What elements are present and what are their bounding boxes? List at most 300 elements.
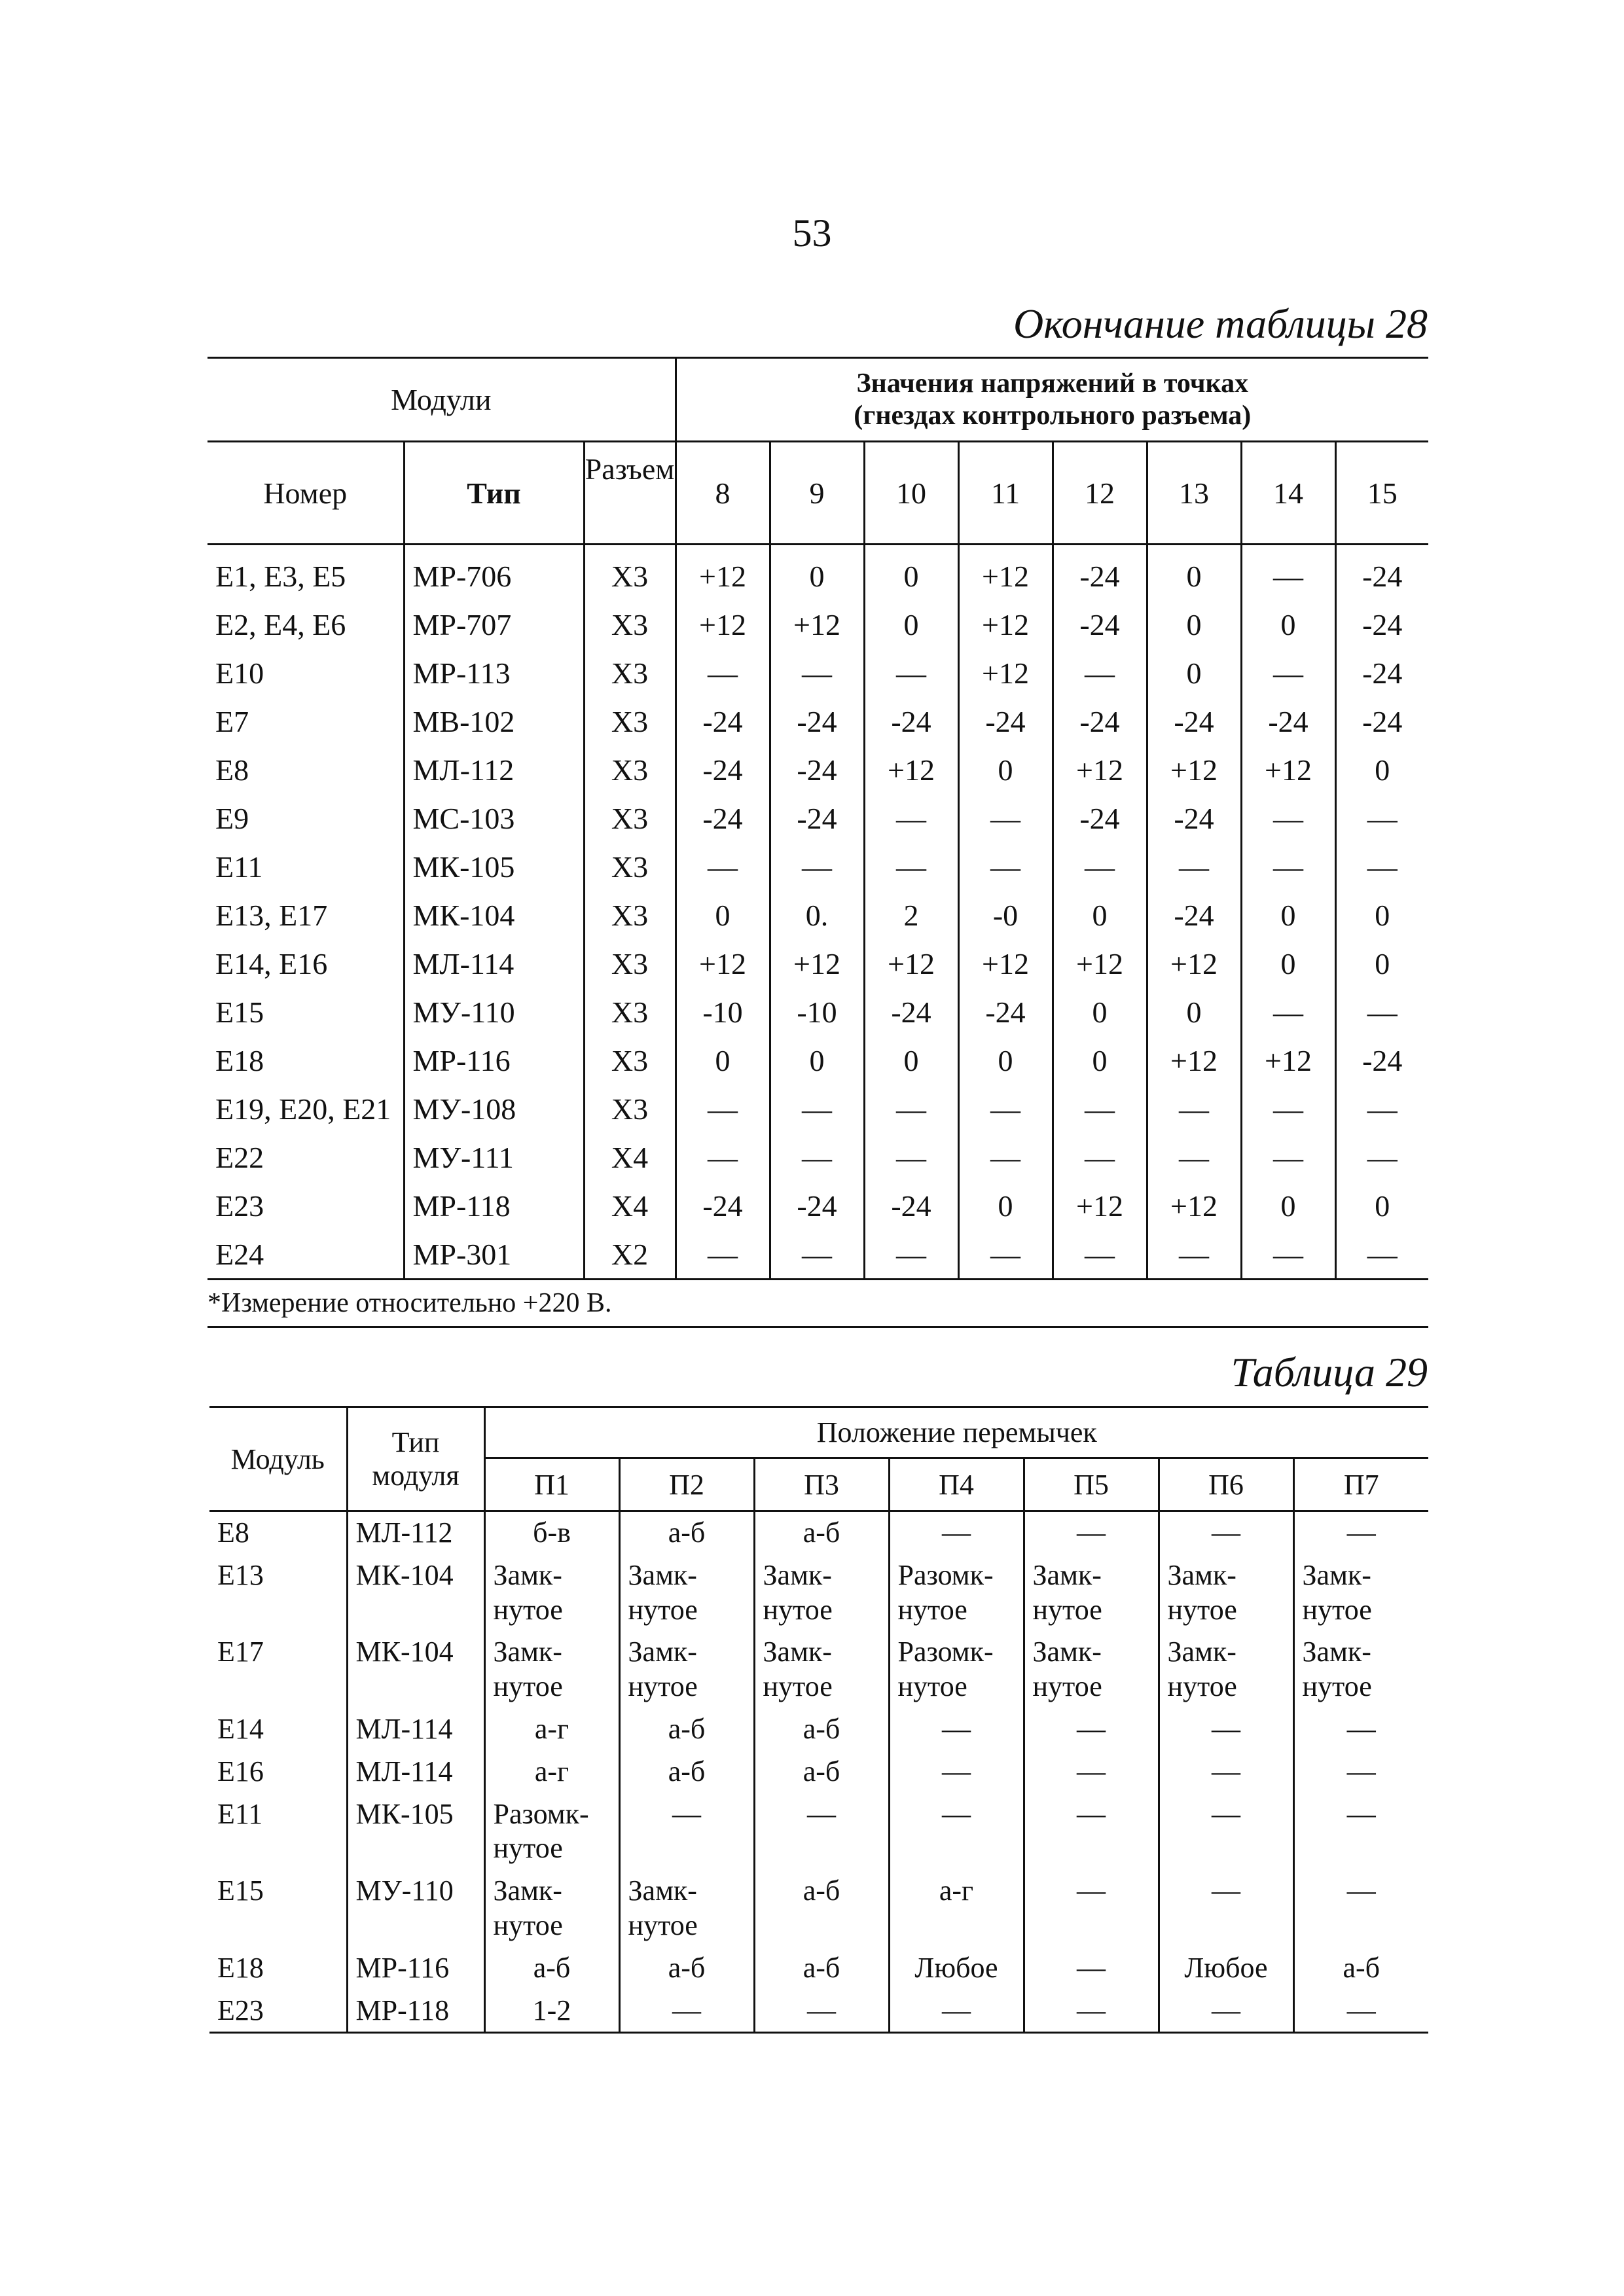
- jumper-position-header: П7: [1293, 1458, 1428, 1511]
- voltage-value: —: [1053, 1085, 1147, 1133]
- jumper-value: Замк-нутое: [1302, 1636, 1372, 1703]
- jumper-value: а-г: [889, 1870, 1024, 1947]
- voltage-value: +12: [1053, 939, 1147, 988]
- voltage-value: +12: [676, 600, 770, 649]
- table29-row: [209, 1708, 1428, 1751]
- connector: X3: [584, 939, 676, 988]
- voltage-value: -24: [958, 988, 1053, 1036]
- voltage-value: —: [1367, 850, 1398, 884]
- voltage-value: —: [1053, 649, 1147, 697]
- voltage-value: +12: [864, 939, 958, 988]
- module-number: E19, E20, E21: [208, 1085, 404, 1133]
- jumper-value: —: [1024, 1870, 1159, 1947]
- jumper-value: —: [1346, 1712, 1376, 1745]
- jumper-value: Замк-нутое: [754, 1554, 889, 1632]
- voltage-value: —: [864, 794, 958, 842]
- jumper-value: —: [619, 1990, 754, 2033]
- jumper-position-header: П1: [484, 1458, 619, 1511]
- module-type: МВ-102: [412, 704, 515, 738]
- jumper-value: а-б: [754, 1751, 889, 1793]
- jumper-value: Разомк-нутое: [484, 1793, 619, 1871]
- module-type: МУ-108: [412, 1092, 516, 1126]
- voltage-value: 2: [864, 891, 958, 939]
- voltage-value: —: [958, 794, 1053, 842]
- jumper-value: —: [1024, 1990, 1159, 2033]
- jumper-value: Разомк-нутое: [889, 1631, 1024, 1708]
- jumper-position-header: П3: [754, 1458, 889, 1511]
- table29-row: [209, 1947, 1428, 1990]
- voltage-value: —: [676, 649, 770, 697]
- voltage-value: +12: [958, 545, 1053, 601]
- jumper-value: —: [1346, 1874, 1376, 1907]
- point-header: 11: [958, 442, 1053, 545]
- voltage-value: -24: [1053, 697, 1147, 745]
- jumper-value: а-б: [484, 1947, 619, 1990]
- voltage-value: -24: [1362, 656, 1403, 690]
- jumper-value: Замк-нутое: [1024, 1631, 1159, 1708]
- module-type: МС-103: [412, 801, 515, 835]
- module-number: E13, E17: [208, 891, 404, 939]
- jumper-value: а-б: [619, 1947, 754, 1990]
- voltage-value: -24: [676, 794, 770, 842]
- jumper-value: —: [1024, 1751, 1159, 1793]
- module-header: Модуль: [209, 1407, 347, 1511]
- module-number: E17: [209, 1631, 347, 1708]
- table28-row: [208, 545, 1428, 601]
- jumper-value: —: [1346, 1516, 1376, 1549]
- table28-row: [208, 842, 1428, 891]
- voltage-value: -24: [676, 745, 770, 794]
- voltage-value: -24: [770, 697, 864, 745]
- voltage-value: —: [1053, 842, 1147, 891]
- module-type: МР-116: [347, 1947, 484, 1990]
- jumper-value: —: [889, 1990, 1024, 2033]
- table28-row: [208, 1085, 1428, 1133]
- jumper-value: 1-2: [484, 1990, 619, 2033]
- voltage-value: —: [1241, 1230, 1335, 1280]
- point-header: 12: [1053, 442, 1147, 545]
- voltage-value: +12: [1147, 1036, 1241, 1085]
- connector: X3: [584, 1085, 676, 1133]
- jumper-value: Замк-нутое: [619, 1631, 754, 1708]
- jumper-value: —: [1159, 1793, 1293, 1871]
- module-type: МК-104: [412, 898, 515, 932]
- voltage-value: —: [770, 649, 864, 697]
- voltage-value: —: [676, 1230, 770, 1280]
- voltage-value: —: [1053, 1230, 1147, 1280]
- jumper-value: а-б: [619, 1751, 754, 1793]
- voltage-value: 0: [1147, 988, 1241, 1036]
- voltage-value: -24: [864, 697, 958, 745]
- voltage-value: -24: [1362, 1043, 1403, 1077]
- table29-row: [209, 1554, 1428, 1632]
- voltage-value: -24: [1147, 891, 1241, 939]
- voltage-value: 0: [676, 1036, 770, 1085]
- table28-caption: Окончание таблицы 28: [1013, 300, 1428, 347]
- voltage-value: —: [770, 1085, 864, 1133]
- voltage-value: 0: [676, 891, 770, 939]
- module-number: E11: [208, 842, 404, 891]
- voltage-value: 0: [1375, 946, 1390, 980]
- jumper-value: —: [889, 1708, 1024, 1751]
- voltage-value: —: [1367, 1237, 1398, 1271]
- voltage-value: 0: [1241, 891, 1335, 939]
- jumper-value: —: [1159, 1511, 1293, 1554]
- voltage-value: —: [864, 649, 958, 697]
- voltage-value: 0: [1241, 600, 1335, 649]
- jumper-value: —: [1159, 1990, 1293, 2033]
- voltage-value: -24: [1053, 545, 1147, 601]
- voltage-value: -24: [958, 697, 1053, 745]
- voltage-value: —: [958, 842, 1053, 891]
- voltage-value: —: [958, 1230, 1053, 1280]
- voltage-value: -24: [770, 1181, 864, 1230]
- jumper-value: а-б: [619, 1511, 754, 1554]
- connector: X3: [584, 842, 676, 891]
- table29-row: [209, 1751, 1428, 1793]
- voltage-value: 0: [958, 745, 1053, 794]
- jumper-value: —: [1159, 1708, 1293, 1751]
- voltage-value: -10: [770, 988, 864, 1036]
- jumper-value: Разомк-нутое: [889, 1554, 1024, 1632]
- voltage-value: +12: [958, 600, 1053, 649]
- table28-row: [208, 1181, 1428, 1230]
- table29: [209, 1406, 1428, 2034]
- table28-row: [208, 697, 1428, 745]
- voltage-value: 0: [864, 1036, 958, 1085]
- voltage-value: +12: [770, 939, 864, 988]
- voltage-value: -24: [1362, 607, 1403, 641]
- voltage-value: —: [864, 1085, 958, 1133]
- voltage-value: —: [1147, 1085, 1241, 1133]
- connector: X3: [584, 745, 676, 794]
- jumper-value: —: [1159, 1870, 1293, 1947]
- jumper-value: Замк-нутое: [484, 1870, 619, 1947]
- table28-footnote: *Измерение относительно +220 В.: [208, 1280, 1428, 1327]
- table28-row: [208, 649, 1428, 697]
- voltage-value: 0: [1375, 753, 1390, 787]
- connector: X3: [584, 1036, 676, 1085]
- point-header: 10: [864, 442, 958, 545]
- voltage-value: -24: [1147, 794, 1241, 842]
- jumper-value: а-б: [619, 1708, 754, 1751]
- voltage-value: —: [1367, 801, 1398, 835]
- voltage-value: 0: [1053, 891, 1147, 939]
- module-number: E15: [209, 1870, 347, 1947]
- jumper-value: —: [1346, 1755, 1376, 1787]
- table28-row: [208, 1133, 1428, 1181]
- table29-row: [209, 1793, 1428, 1871]
- voltage-value: —: [1241, 794, 1335, 842]
- module-type-header-line2: модуля: [372, 1460, 460, 1492]
- voltage-value: —: [1147, 1230, 1241, 1280]
- voltage-value: 0: [1147, 600, 1241, 649]
- voltage-value: —: [770, 1133, 864, 1181]
- voltage-value: +12: [1147, 939, 1241, 988]
- module-type: МЛ-114: [412, 946, 514, 980]
- module-number: E15: [208, 988, 404, 1036]
- module-type: МУ-111: [412, 1140, 514, 1174]
- voltage-value: 0: [1053, 1036, 1147, 1085]
- voltage-value: 0: [1375, 898, 1390, 932]
- point-header: 13: [1147, 442, 1241, 545]
- connector: X3: [584, 649, 676, 697]
- table29-row: [209, 1511, 1428, 1554]
- voltage-value: +12: [1053, 1181, 1147, 1230]
- voltage-value: +12: [958, 649, 1053, 697]
- jumper-value: —: [889, 1751, 1024, 1793]
- voltage-value: —: [1241, 1085, 1335, 1133]
- module-number: E23: [209, 1990, 347, 2033]
- table29-row: [209, 1631, 1428, 1708]
- voltage-value: 0: [1375, 1189, 1390, 1223]
- connector: X3: [584, 794, 676, 842]
- voltage-value: -24: [676, 697, 770, 745]
- connector: X4: [584, 1133, 676, 1181]
- jumper-position-header: П5: [1024, 1458, 1159, 1511]
- module-type: МУ-110: [347, 1870, 484, 1947]
- voltage-value: 0: [1241, 939, 1335, 988]
- number-header: Номер: [208, 442, 404, 545]
- module-type: МЛ-112: [347, 1511, 484, 1554]
- connector: X3: [584, 600, 676, 649]
- voltage-value: 0: [770, 1036, 864, 1085]
- module-number: E13: [209, 1554, 347, 1632]
- connector-header: Разъем: [584, 442, 676, 545]
- table28-row: [208, 600, 1428, 649]
- module-type: МК-104: [347, 1554, 484, 1632]
- table28-row: [208, 891, 1428, 939]
- voltage-value: —: [1053, 1133, 1147, 1181]
- voltage-value: -24: [770, 745, 864, 794]
- jumper-value: —: [1346, 1797, 1376, 1830]
- jumper-value: —: [1024, 1947, 1159, 1990]
- table29-caption: Таблица 29: [1231, 1349, 1428, 1395]
- module-number: E8: [209, 1511, 347, 1554]
- voltage-value: -24: [1053, 600, 1147, 649]
- module-number: E18: [208, 1036, 404, 1085]
- voltage-value: 0: [864, 600, 958, 649]
- jumper-value: а-г: [484, 1751, 619, 1793]
- voltage-value: -24: [1241, 697, 1335, 745]
- voltage-value: +12: [1241, 1036, 1335, 1085]
- voltage-value: 0: [1241, 1181, 1335, 1230]
- table28-row: [208, 1230, 1428, 1280]
- module-number: E18: [209, 1947, 347, 1990]
- module-number: E11: [209, 1793, 347, 1871]
- jumper-position-header: П4: [889, 1458, 1024, 1511]
- module-type-header: [347, 1407, 484, 1511]
- voltage-value: +12: [864, 745, 958, 794]
- voltage-value: —: [1241, 1133, 1335, 1181]
- voltages-header-line2: (гнездах контрольного разъема): [854, 400, 1252, 431]
- module-number: E10: [208, 649, 404, 697]
- jumper-value: Замк-нутое: [754, 1631, 889, 1708]
- voltage-value: -24: [1362, 559, 1403, 593]
- voltage-value: 0: [1147, 649, 1241, 697]
- module-type: МУ-110: [412, 995, 515, 1029]
- voltage-value: +12: [770, 600, 864, 649]
- table29-row: [209, 1870, 1428, 1947]
- voltage-value: -24: [1053, 794, 1147, 842]
- voltage-value: —: [1241, 988, 1335, 1036]
- jumper-value: Замк-нутое: [1024, 1554, 1159, 1632]
- module-type: МР-706: [412, 559, 512, 593]
- jumper-value: Замк-нутое: [484, 1554, 619, 1632]
- voltages-header: [676, 358, 1428, 442]
- point-header: 9: [770, 442, 864, 545]
- voltage-value: +12: [676, 545, 770, 601]
- module-number: E16: [209, 1751, 347, 1793]
- voltage-value: —: [864, 842, 958, 891]
- voltage-value: -24: [1147, 697, 1241, 745]
- voltage-value: —: [958, 1085, 1053, 1133]
- modules-header: Модули: [208, 358, 676, 442]
- jumper-value: а-б: [1343, 1951, 1380, 1984]
- module-number: E24: [208, 1230, 404, 1280]
- module-number: E22: [208, 1133, 404, 1181]
- voltage-value: —: [1147, 842, 1241, 891]
- voltage-value: —: [770, 1230, 864, 1280]
- jumper-value: —: [1024, 1511, 1159, 1554]
- voltage-value: —: [676, 842, 770, 891]
- point-header: 8: [676, 442, 770, 545]
- module-type: МК-105: [347, 1793, 484, 1871]
- jumper-value: а-б: [754, 1947, 889, 1990]
- module-type: МР-116: [412, 1043, 511, 1077]
- voltage-value: 0: [864, 545, 958, 601]
- voltage-value: —: [676, 1085, 770, 1133]
- table28: [208, 357, 1428, 1328]
- jumper-value: —: [619, 1793, 754, 1871]
- connector: X2: [584, 1230, 676, 1280]
- voltage-value: -0: [958, 891, 1053, 939]
- module-type-header-line1: Тип: [391, 1426, 440, 1458]
- voltage-value: —: [1241, 545, 1335, 601]
- module-type: МЛ-114: [347, 1751, 484, 1793]
- jumper-value: Замк-нутое: [1159, 1631, 1293, 1708]
- voltage-value: 0.: [770, 891, 864, 939]
- table28-row: [208, 745, 1428, 794]
- voltages-header-line1: Значения напряжений в точках: [856, 368, 1249, 399]
- jumper-value: —: [754, 1990, 889, 2033]
- voltage-value: —: [864, 1230, 958, 1280]
- page-number: 53: [792, 211, 832, 255]
- voltage-value: 0: [958, 1036, 1053, 1085]
- voltage-value: —: [958, 1133, 1053, 1181]
- jumper-value: Любое: [1159, 1947, 1293, 1990]
- jumper-value: Замк-нутое: [1302, 1558, 1372, 1626]
- connector: X3: [584, 697, 676, 745]
- voltage-value: +12: [1241, 745, 1335, 794]
- jumpers-header: Положение перемычек: [484, 1407, 1428, 1458]
- module-number: E2, E4, E6: [208, 600, 404, 649]
- jumper-value: —: [889, 1793, 1024, 1871]
- jumper-value: а-б: [754, 1708, 889, 1751]
- jumper-value: Замк-нутое: [619, 1870, 754, 1947]
- jumper-value: Замк-нутое: [484, 1631, 619, 1708]
- voltage-value: —: [676, 1133, 770, 1181]
- connector: X4: [584, 1181, 676, 1230]
- jumper-value: а-г: [484, 1708, 619, 1751]
- jumper-value: а-б: [754, 1870, 889, 1947]
- jumper-value: —: [1293, 1990, 1428, 2033]
- voltage-value: +12: [1053, 745, 1147, 794]
- module-type: МК-105: [412, 850, 515, 884]
- module-number: E9: [208, 794, 404, 842]
- voltage-value: +12: [1147, 1181, 1241, 1230]
- connector: X3: [584, 988, 676, 1036]
- table28-row: [208, 939, 1428, 988]
- table28-row: [208, 794, 1428, 842]
- module-type: МК-104: [347, 1631, 484, 1708]
- jumper-position-header: П6: [1159, 1458, 1293, 1511]
- module-type: МЛ-112: [412, 753, 514, 787]
- module-number: E1, E3, E5: [208, 545, 404, 601]
- module-type: МР-301: [412, 1237, 512, 1271]
- voltage-value: —: [1241, 649, 1335, 697]
- voltage-value: 0: [958, 1181, 1053, 1230]
- type-header: Тип: [404, 442, 584, 545]
- jumper-value: Замк-нутое: [1159, 1554, 1293, 1632]
- jumper-value: —: [1159, 1751, 1293, 1793]
- module-number: E8: [208, 745, 404, 794]
- point-header: 15: [1335, 442, 1428, 545]
- module-number: E14: [209, 1708, 347, 1751]
- module-type: МР-118: [412, 1189, 511, 1223]
- connector: X3: [584, 545, 676, 601]
- voltage-value: -24: [864, 1181, 958, 1230]
- jumper-position-header: П2: [619, 1458, 754, 1511]
- voltage-value: +12: [958, 939, 1053, 988]
- voltage-value: -24: [864, 988, 958, 1036]
- module-number: E14, E16: [208, 939, 404, 988]
- module-number: E23: [208, 1181, 404, 1230]
- voltage-value: -24: [1362, 704, 1403, 738]
- jumper-value: —: [1024, 1708, 1159, 1751]
- table28-row: [208, 1036, 1428, 1085]
- voltage-value: 0: [1053, 988, 1147, 1036]
- voltage-value: —: [770, 842, 864, 891]
- jumper-value: —: [889, 1511, 1024, 1554]
- module-type: МР-118: [347, 1990, 484, 2033]
- voltage-value: +12: [1147, 745, 1241, 794]
- module-type: МЛ-114: [347, 1708, 484, 1751]
- voltage-value: -10: [676, 988, 770, 1036]
- voltage-value: 0: [1147, 545, 1241, 601]
- module-type: МР-113: [412, 656, 511, 690]
- voltage-value: —: [1241, 842, 1335, 891]
- connector: X3: [584, 891, 676, 939]
- jumper-value: Замк-нутое: [619, 1554, 754, 1632]
- module-number: E7: [208, 697, 404, 745]
- jumper-value: —: [1024, 1793, 1159, 1871]
- voltage-value: +12: [676, 939, 770, 988]
- voltage-value: —: [1367, 1140, 1398, 1174]
- voltage-value: -24: [676, 1181, 770, 1230]
- voltage-value: -24: [770, 794, 864, 842]
- module-type: МР-707: [412, 607, 512, 641]
- table28-row: [208, 988, 1428, 1036]
- voltage-value: —: [1147, 1133, 1241, 1181]
- table29-row: [209, 1990, 1428, 2033]
- jumper-value: а-б: [754, 1511, 889, 1554]
- point-header: 14: [1241, 442, 1335, 545]
- jumper-value: б-в: [484, 1511, 619, 1554]
- jumper-value: —: [754, 1793, 889, 1871]
- jumper-value: Любое: [889, 1947, 1024, 1990]
- voltage-value: —: [1367, 995, 1398, 1029]
